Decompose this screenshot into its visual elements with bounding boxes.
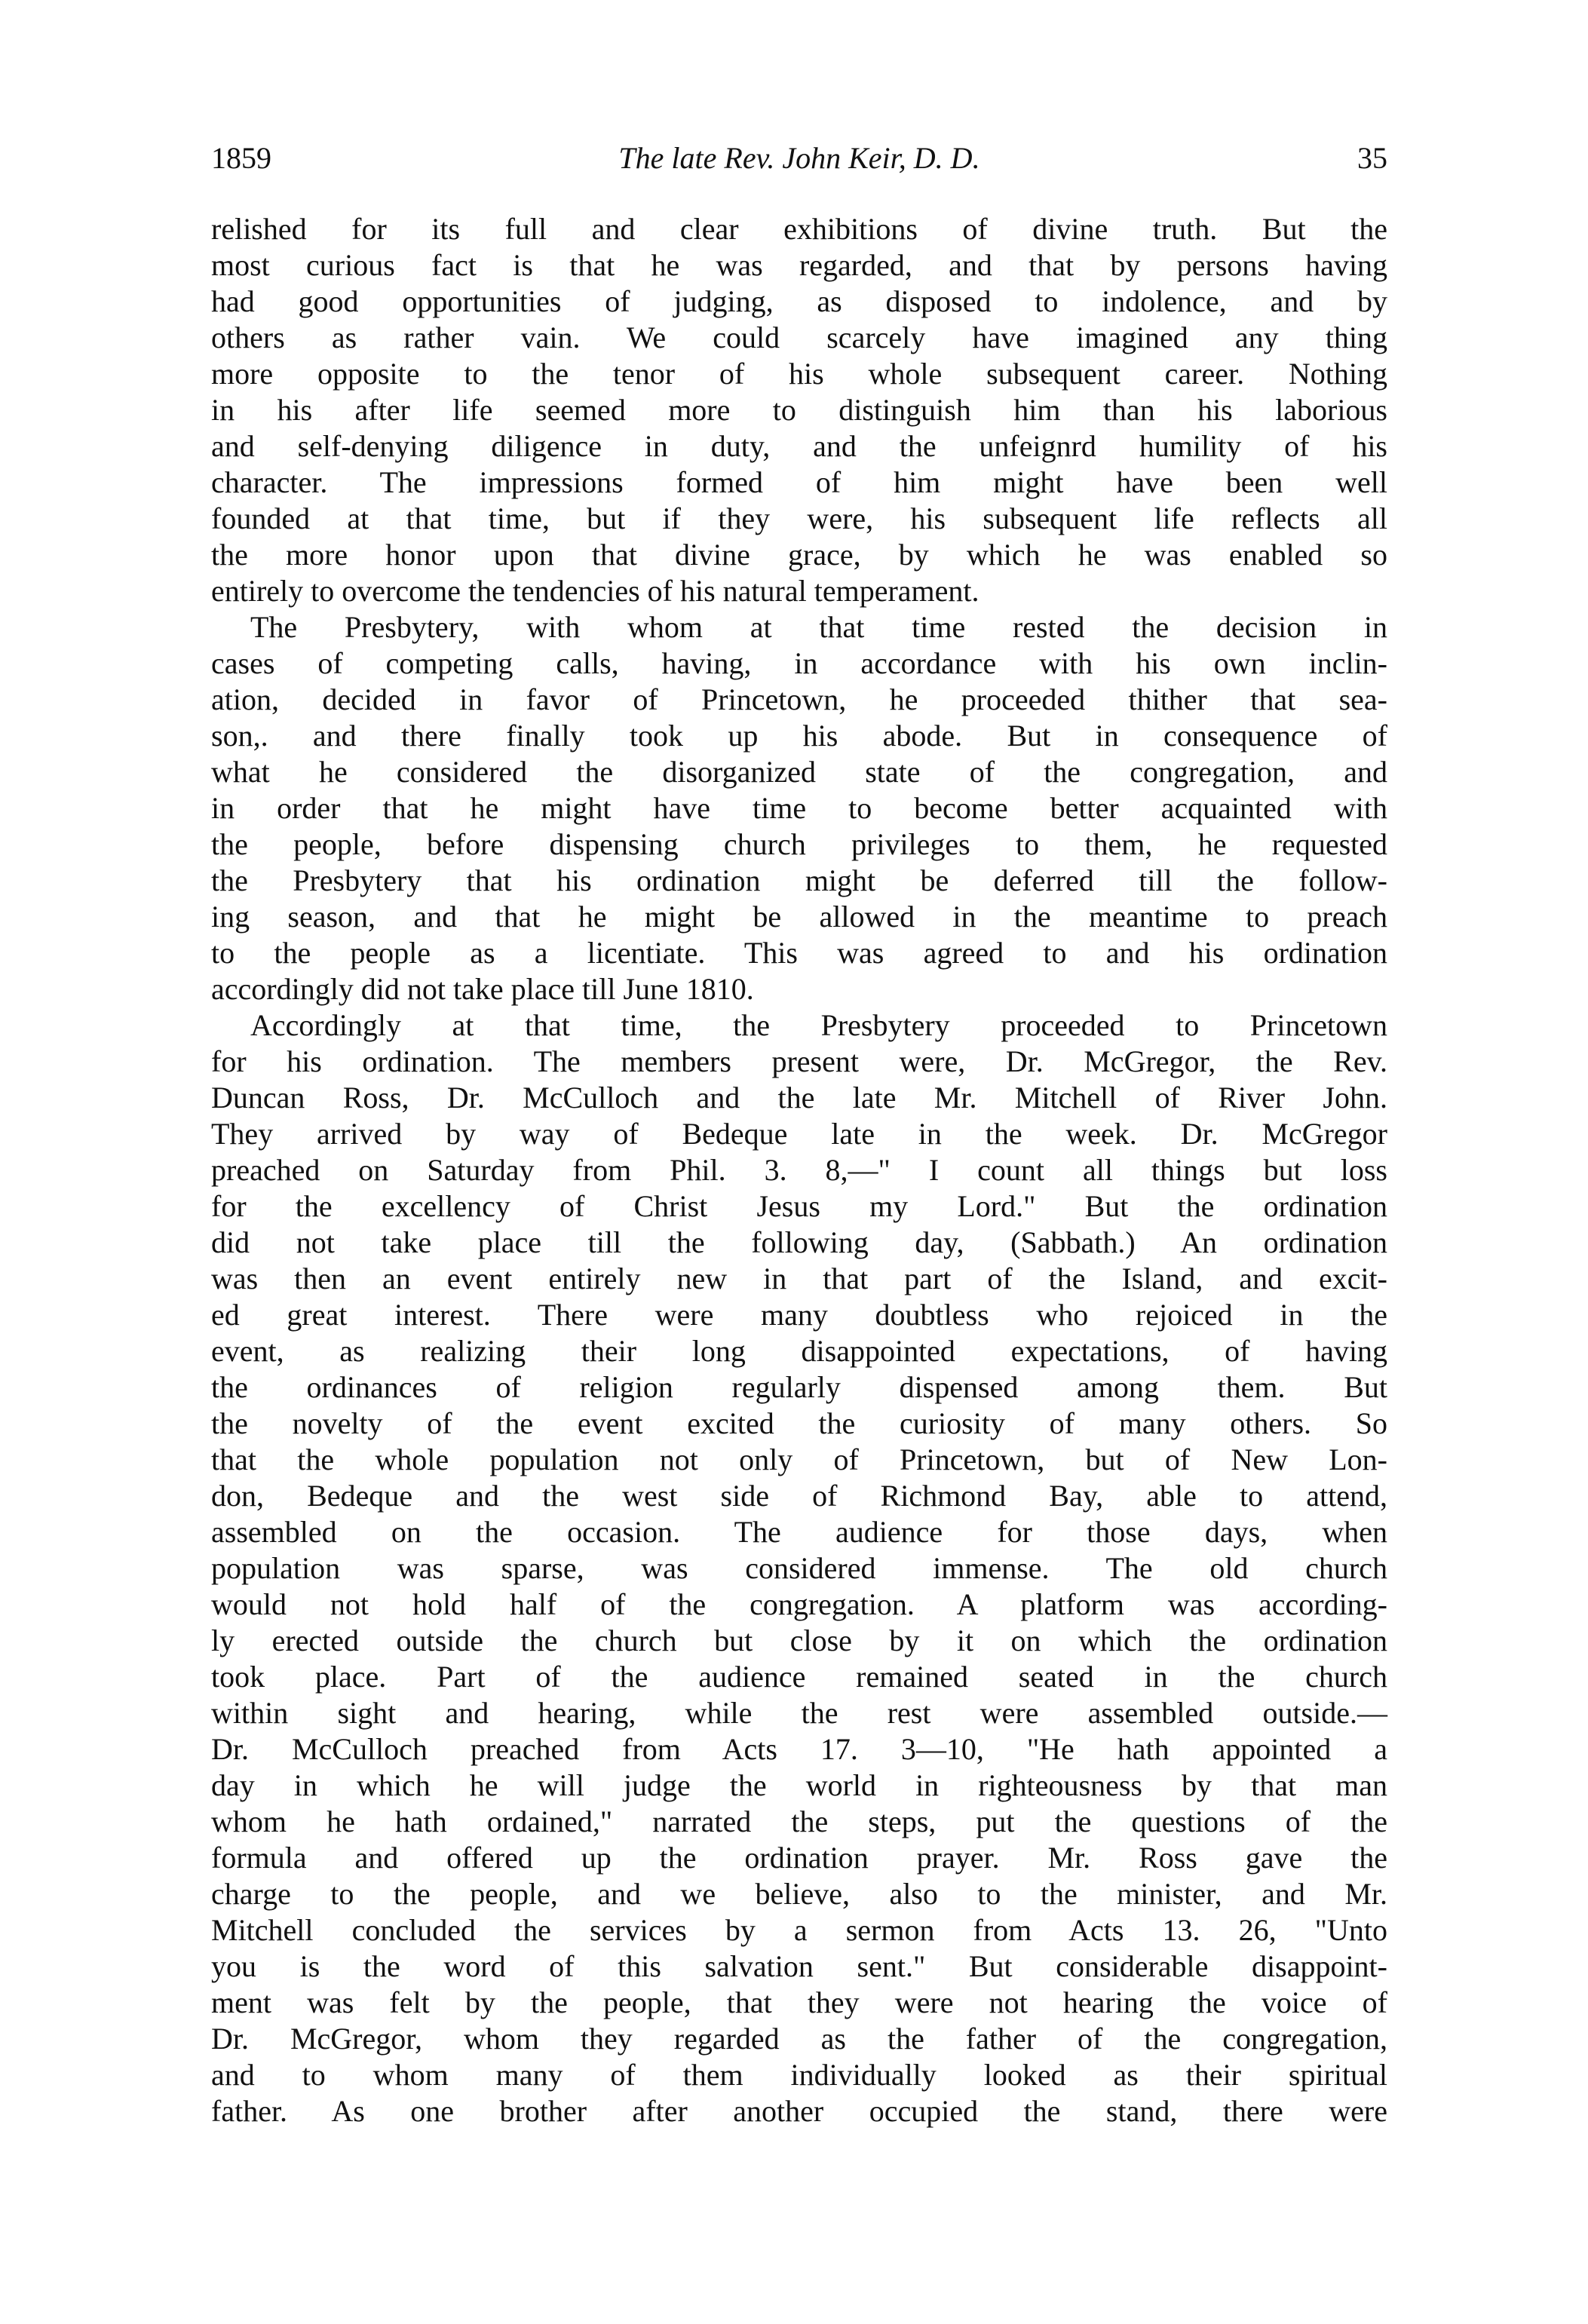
text-line: and to whom many of them individually looked as their spiritual	[211, 2058, 1387, 2092]
text-line: Mitchell concluded the services by a sermon from Acts 13. 26, "Unto	[211, 1913, 1387, 1947]
text-line: don, Bedeque and the west side of Richmond Bay, able to attend,	[211, 1479, 1387, 1513]
text-line: the more honor upon that divine grace, by which he was enabled so	[211, 538, 1387, 572]
text-line: character. The impressions formed of him might have been well	[211, 465, 1387, 499]
text-line: the ordinances of religion regularly dispensed among them. But	[211, 1370, 1387, 1404]
text-line: They arrived by way of Bedeque late in the week. Dr. McGregor	[211, 1117, 1387, 1151]
text-line: son,. and there finally took up his abode. But in consequence of	[211, 719, 1387, 753]
text-line: the people, before dispensing church privileges to them, he requested	[211, 827, 1387, 861]
text-line: formula and offered up the ordination prayer. Mr. Ross gave the	[211, 1841, 1387, 1875]
text-line: in order that he might have time to become better acquainted with	[211, 791, 1387, 825]
text-line: for his ordination. The members present were, Dr. McGregor, the Rev.	[211, 1044, 1387, 1078]
text-line: day in which he will judge the world in righteousness by that man	[211, 1768, 1387, 1802]
text-line: for the excellency of Christ Jesus my Lord." But the ordination	[211, 1189, 1387, 1223]
text-line: preached on Saturday from Phil. 3. 8,—" I count all things but loss	[211, 1153, 1387, 1187]
text-line: the novelty of the event excited the curiosity of many others. So	[211, 1406, 1387, 1440]
text-line: father. As one brother after another occupied the stand, there were	[211, 2094, 1387, 2128]
text-line: more opposite to the tenor of his whole subsequent career. Nothing	[211, 357, 1387, 391]
text-line: ly erected outside the church but close by it on which the ordination	[211, 1623, 1387, 1657]
text-line: charge to the people, and we believe, also to the minister, and Mr.	[211, 1877, 1387, 1911]
text-line: accordingly did not take place till June 1810.	[211, 972, 754, 1006]
header-year: 1859	[211, 141, 271, 175]
article-body	[211, 211, 1387, 2129]
text-line: would not hold half of the congregation. A platform was according-	[211, 1587, 1387, 1621]
paragraph	[211, 1007, 1387, 2129]
text-line: population was sparse, was considered immense. The old church	[211, 1551, 1387, 1585]
text-line: had good opportunities of judging, as disposed to indolence, and by	[211, 284, 1387, 318]
page-number: 35	[1357, 141, 1387, 175]
text-line: founded at that time, but if they were, his subsequent life reflects all	[211, 501, 1387, 535]
text-line: you is the word of this salvation sent." But considerable disappoint-	[211, 1949, 1387, 1983]
text-line: Accordingly at that time, the Presbytery proceeded to Princetown	[250, 1008, 1387, 1042]
header-title: The late Rev. John Keir, D. D.	[618, 141, 980, 175]
text-line: whom he hath ordained," narrated the steps, put the questions of the	[211, 1804, 1387, 1838]
text-line: ation, decided in favor of Princetown, he proceeded thither that sea-	[211, 682, 1387, 716]
text-line: Dr. McGregor, whom they regarded as the father of the congregation,	[211, 2022, 1387, 2056]
text-line: did not take place till the following day, (Sabbath.) An ordination	[211, 1225, 1387, 1259]
text-line: cases of competing calls, having, in accordance with his own inclin-	[211, 646, 1387, 680]
text-line: relished for its full and clear exhibitions of divine truth. But the	[211, 212, 1387, 246]
text-line: Dr. McCulloch preached from Acts 17. 3—10, "He hath appointed a	[211, 1732, 1387, 1766]
text-line: entirely to overcome the tendencies of his natural temperament.	[211, 574, 979, 608]
paragraph	[211, 609, 1387, 1007]
paragraph	[211, 211, 1387, 609]
text-line: ing season, and that he might be allowed in the meantime to preach	[211, 900, 1387, 934]
text-line: to the people as a licentiate. This was agreed to and his ordination	[211, 936, 1387, 970]
text-line: event, as realizing their long disappointed expectations, of having	[211, 1334, 1387, 1368]
text-line: most curious fact is that he was regarded, and that by persons having	[211, 248, 1387, 282]
text-line: the Presbytery that his ordination might be deferred till the follow-	[211, 863, 1387, 897]
text-line: that the whole population not only of Princetown, but of New Lon-	[211, 1443, 1387, 1476]
text-line: The Presbytery, with whom at that time rested the decision in	[250, 610, 1387, 644]
running-head	[211, 136, 1387, 181]
text-line: in his after life seemed more to distinguish him than his laborious	[211, 393, 1387, 427]
text-line: others as rather vain. We could scarcely have imagined any thing	[211, 320, 1387, 354]
text-line: was then an event entirely new in that part of the Island, and excit-	[211, 1262, 1387, 1295]
text-line: and self-denying diligence in duty, and the unfeignrd humility of his	[211, 429, 1387, 463]
text-line: ment was felt by the people, that they were not hearing the voice of	[211, 1985, 1387, 2019]
text-line: ed great interest. There were many doubtless who rejoiced in the	[211, 1298, 1387, 1332]
text-line: what he considered the disorganized state of the congregation, and	[211, 755, 1387, 789]
text-line: assembled on the occasion. The audience for those days, when	[211, 1515, 1387, 1549]
text-line: within sight and hearing, while the rest were assembled outside.—	[211, 1696, 1387, 1730]
text-line: Duncan Ross, Dr. McCulloch and the late Mr. Mitchell of River John.	[211, 1081, 1387, 1114]
page	[211, 136, 1387, 2129]
text-line: took place. Part of the audience remained seated in the church	[211, 1660, 1387, 1694]
